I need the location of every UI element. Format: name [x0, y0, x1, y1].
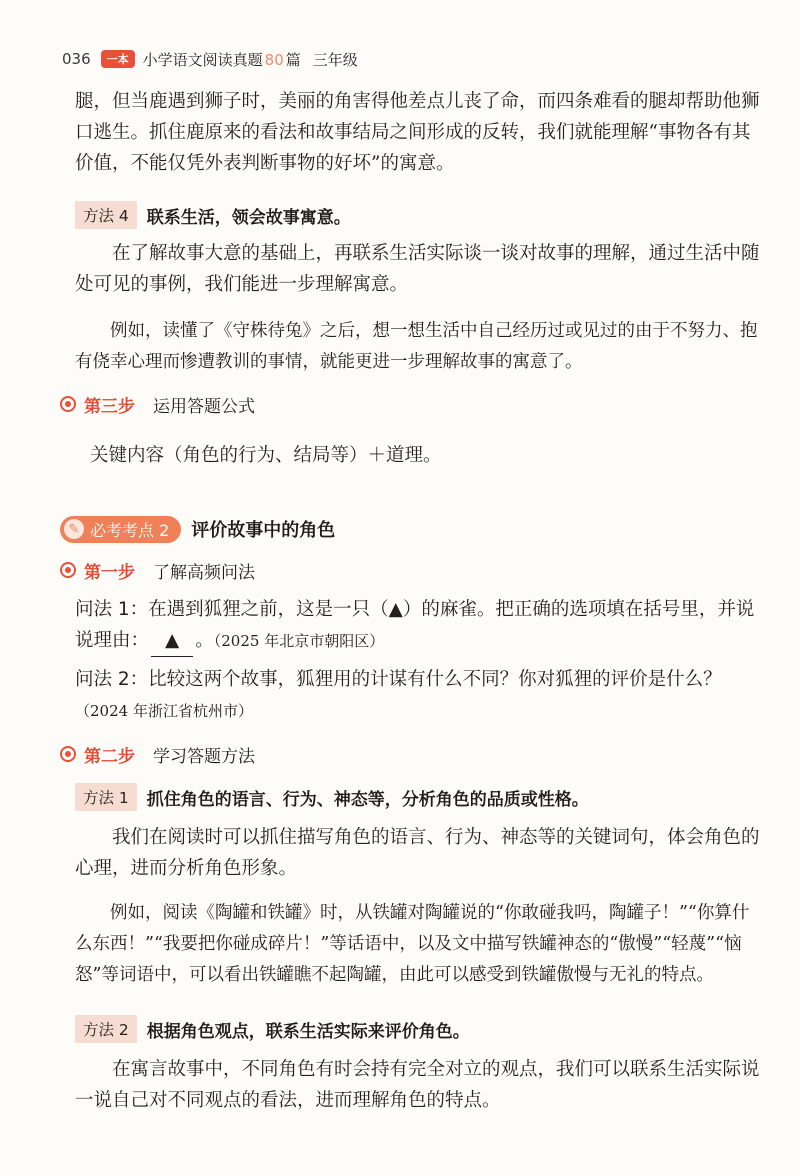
question-2-source: （2024 年浙江省杭州市）: [75, 702, 253, 720]
method-2-paragraph: 在寓言故事中，不同角色有时会持有完全对立的观点，我们可以联系生活实际说一说自己对不同观点的看法，进而理解角色的特点。: [75, 1059, 760, 1111]
method-tag: 方法 2: [75, 1015, 137, 1043]
step-title: 学习答题方法: [153, 746, 255, 767]
method-tag: 方法 1: [75, 783, 137, 811]
method-title: 联系生活，领会故事寓意。: [146, 207, 351, 228]
method-2-heading: [75, 1014, 470, 1044]
method-4-paragraph: 在了解故事大意的基础上，再联系生活实际谈一谈对故事的理解，通过生活中随处可见的事例，我们能进一步理解寓意。: [75, 243, 760, 295]
step-bullet-icon: [60, 746, 76, 762]
page-header: [62, 44, 358, 74]
keypoint-badge: ✎ 必考考点 2: [60, 516, 181, 543]
method-1-heading: [75, 782, 589, 812]
question-1-source: （2025 年北京市朝阳区）: [213, 632, 385, 650]
method-tag: 方法 4: [75, 201, 137, 229]
method-1-paragraph: 我们在阅读时可以抓住描写角色的语言、行为、神态等的关键词句，体会角色的心理，进而分析角色形象。: [75, 827, 760, 879]
step-label: 第二步: [84, 746, 135, 767]
pencil-icon: ✎: [64, 519, 84, 539]
step-label: 第一步: [84, 562, 135, 583]
publisher-logo: 一本: [101, 50, 135, 68]
book-title: 小学语文阅读真题 80 篇: [142, 50, 301, 69]
keypoint-title: 评价故事中的角色: [191, 520, 336, 541]
answer-blank: ▲: [151, 625, 193, 657]
step-2-heading: [60, 740, 255, 768]
method-4-heading: [75, 200, 351, 230]
page-number: 036: [62, 50, 91, 68]
method-title: 抓住角色的语言、行为、神态等，分析角色的品质或性格。: [146, 789, 589, 810]
step-bullet-icon: [60, 562, 76, 578]
keypoint-2-heading: [60, 514, 335, 544]
method-4-example: 例如，读懂了《守株待兔》之后，想一想生活中自己经历过或见过的由于不努力、抱有侥幸心理而惨遭教训的事情，就能更进一步理解故事的寓意了。: [75, 321, 758, 372]
step-title: 运用答题公式: [153, 396, 255, 417]
answer-formula: 关键内容（角色的行为、结局等）＋道理。: [90, 445, 442, 466]
step-label: 第三步: [84, 396, 135, 417]
step-title: 了解高频问法: [153, 562, 255, 583]
step-1-heading: [60, 556, 255, 584]
step-bullet-icon: [60, 396, 76, 412]
method-1-example: 例如，阅读《陶罐和铁罐》时，从铁罐对陶罐说的“你敢碰我吗，陶罐子！”“你算什么东西！”“我要把你碰成碎片！”等话语中，以及文中描写铁罐神态的“傲慢”“轻蔑”“恼怒”等词语中，可以看出铁罐瞧不起陶罐，由此可以感受到铁罐傲慢与无礼的特点。: [75, 903, 750, 985]
book-grade: 三年级: [312, 50, 358, 69]
intro-paragraph: 腿，但当鹿遇到狮子时，美丽的角害得他差点儿丧了命，而四条难看的腿却帮助他狮口逃生。抓住鹿原来的看法和故事结局之间形成的反转，我们就能理解“事物各有其价值，不能仅凭外表判断事物的好坏”的寓意。: [75, 91, 760, 174]
question-2: 问法 2：比较这两个故事，狐狸用的计谋有什么不同？你对狐狸的评价是什么？ （2024 年浙江省杭州市）: [75, 669, 722, 720]
step-3-heading: [60, 390, 255, 418]
question-1: 问法 1：在遇到狐狸之前，这是一只（▲）的麻雀。把正确的选项填在括号里，并说说理由： ▲ 。（2025 年北京市朝阳区）: [75, 594, 765, 657]
method-title: 根据角色观点，联系生活实际来评价角色。: [146, 1021, 470, 1042]
